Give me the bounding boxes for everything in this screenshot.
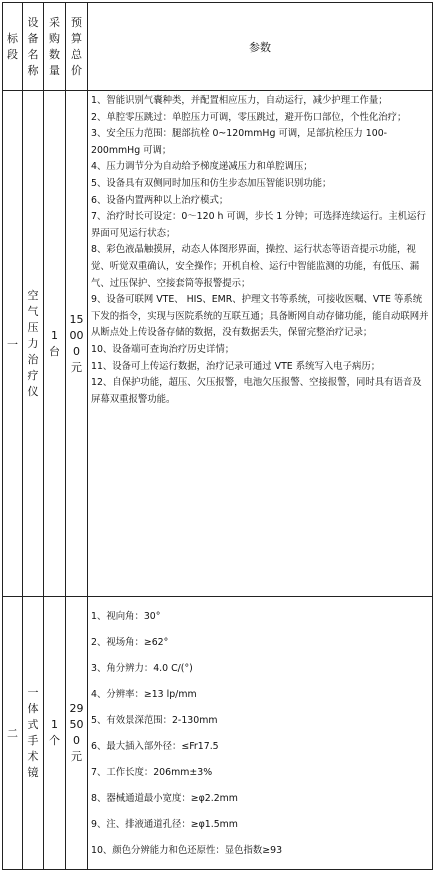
header-section xyxy=(3,3,23,91)
param-item: 1、智能识别气囊种类，并配置相应压力，自动运行，减少护理工作量； xyxy=(91,95,388,106)
param-item: 5、设备具有双侧同时加压和仿生步态加压智能识别功能； xyxy=(91,177,332,189)
budget-text: 0 xyxy=(73,734,80,748)
row-section: 二 xyxy=(3,597,23,870)
budget-text: 0 xyxy=(73,344,80,358)
param-item: 6、最大插入部外径：≤Fr17.5 xyxy=(91,741,219,753)
row-budget xyxy=(66,597,88,870)
param-item: 3、安全压力范围：腿部抗栓 0~120mmHg 可调，足部抗栓压力 100-200mmHg 可调； xyxy=(91,128,388,156)
device-name-char: 式 xyxy=(27,718,39,732)
param-item: 9、注、排液通道孔径：≥φ1.5mm xyxy=(91,819,238,831)
row-section: 一 xyxy=(3,91,23,597)
device-name-char: 手 xyxy=(27,734,39,748)
device-name-char: 一 xyxy=(27,686,39,700)
header-name xyxy=(23,3,44,91)
device-name-char: 压 xyxy=(27,320,39,334)
header-char: 量 xyxy=(49,63,60,77)
quantity-text: 台 xyxy=(49,344,60,358)
quantity-text: 1 xyxy=(51,328,58,342)
param-item: 7、工作长度：206mm±3% xyxy=(91,767,213,779)
param-item: 8、彩色液晶触摸屏，动态人体图形界面，操控、运行状态等语音提示功能，视觉、听觉双重确认，安全操作；开机自检、运行中智能监测的功能，有低压、漏气、过压保护、空接套筒等报警提示； xyxy=(91,244,420,289)
header-char: 预 xyxy=(71,15,82,29)
param-item: 10、颜色分辨能力和色还原性：显色指数≥93 xyxy=(91,845,283,857)
header-qty xyxy=(44,3,66,91)
header-char: 标 xyxy=(7,31,18,45)
budget-text: 50 xyxy=(69,718,84,732)
device-name-char: 疗 xyxy=(27,368,39,382)
header-char: 备 xyxy=(27,31,39,45)
quantity-text: 个 xyxy=(49,734,60,748)
quantity-text: 1 xyxy=(51,718,58,732)
param-item: 9、设备可联网 VTE、 HIS、EMR、护理文书等系统，可接收医嘱、VTE 等系统下发的指令，实现与医院系统的互联互通；具备断网自动存储功能，能自动联网并从断点处上传设备存储的数据，没有数据丢失，保留完整治疗记录； xyxy=(91,294,429,339)
device-name-char: 镜 xyxy=(27,766,39,780)
param-item: 11、设备可上传运行数据，治疗记录可通过 VTE 系统写入电子病历； xyxy=(91,360,381,372)
header-char: 名 xyxy=(27,47,39,61)
header-char: 称 xyxy=(27,63,39,77)
param-item: 4、压力调节分为自动给予梯度递减压力和单腔调压； xyxy=(91,161,313,173)
param-item: 6、设备内置两种以上治疗模式； xyxy=(91,194,229,206)
param-item: 2、视场角：≥62° xyxy=(91,637,169,649)
device-name-char: 气 xyxy=(27,304,39,318)
header-price xyxy=(66,3,88,91)
param-item: 12、自保护功能，超压、欠压报警，电池欠压报警、空接报警，同时具有语音及屏幕双重报警功能。 xyxy=(91,377,422,405)
device-name-char: 术 xyxy=(27,750,39,764)
device-name-char: 体 xyxy=(27,702,39,716)
header-row xyxy=(3,3,433,91)
device-name-char: 力 xyxy=(27,336,39,350)
device-name-char: 仪 xyxy=(27,384,39,398)
device-name-char: 治 xyxy=(27,352,39,366)
header-params: 参数 xyxy=(88,3,433,91)
spec-table xyxy=(2,2,433,870)
param-item: 2、单腔零压跳过：单腔压力可调，零压跳过，避开伤口部位，个性化治疗； xyxy=(91,111,407,123)
row-budget xyxy=(66,91,88,597)
param-item: 7、治疗时长可设定：0～120 h 可调，步长 1 分钟；可选择连续运行。主机运行界面可见运行状态； xyxy=(91,211,426,239)
row-quantity xyxy=(44,91,66,597)
header-char: 设 xyxy=(27,15,39,29)
header-char: 价 xyxy=(71,63,82,77)
row-device-name xyxy=(23,91,44,597)
header-char: 采 xyxy=(49,15,60,29)
budget-text: 29 xyxy=(69,702,84,716)
row-device-name xyxy=(23,597,44,870)
header-char: 算 xyxy=(71,31,82,45)
row-params xyxy=(88,597,433,870)
header-char: 购 xyxy=(49,31,60,45)
header-char: 数 xyxy=(49,47,60,61)
budget-text: 15 xyxy=(69,312,84,326)
row-params xyxy=(88,91,433,597)
param-item: 10、设备端可查询治疗历史详情； xyxy=(91,343,235,355)
budget-text: 元 xyxy=(71,360,82,374)
param-item: 8、器械通道最小宽度：≥φ2.2mm xyxy=(91,793,238,805)
param-item: 1、视向角：30° xyxy=(91,611,161,623)
device-name-char: 空 xyxy=(27,288,39,302)
budget-text: 00 xyxy=(69,328,84,342)
param-item: 3、角分辨力：4.0 C/(°) xyxy=(91,663,193,675)
budget-text: 元 xyxy=(71,750,82,764)
param-item: 5、有效景深范围：2-130mm xyxy=(91,715,218,727)
table-row xyxy=(3,597,433,870)
header-char: 总 xyxy=(71,47,82,61)
header-char: 段 xyxy=(7,47,18,61)
param-item: 4、分辨率：≥13 lp/mm xyxy=(91,689,197,701)
row-quantity xyxy=(44,597,66,870)
table-row xyxy=(3,91,433,597)
